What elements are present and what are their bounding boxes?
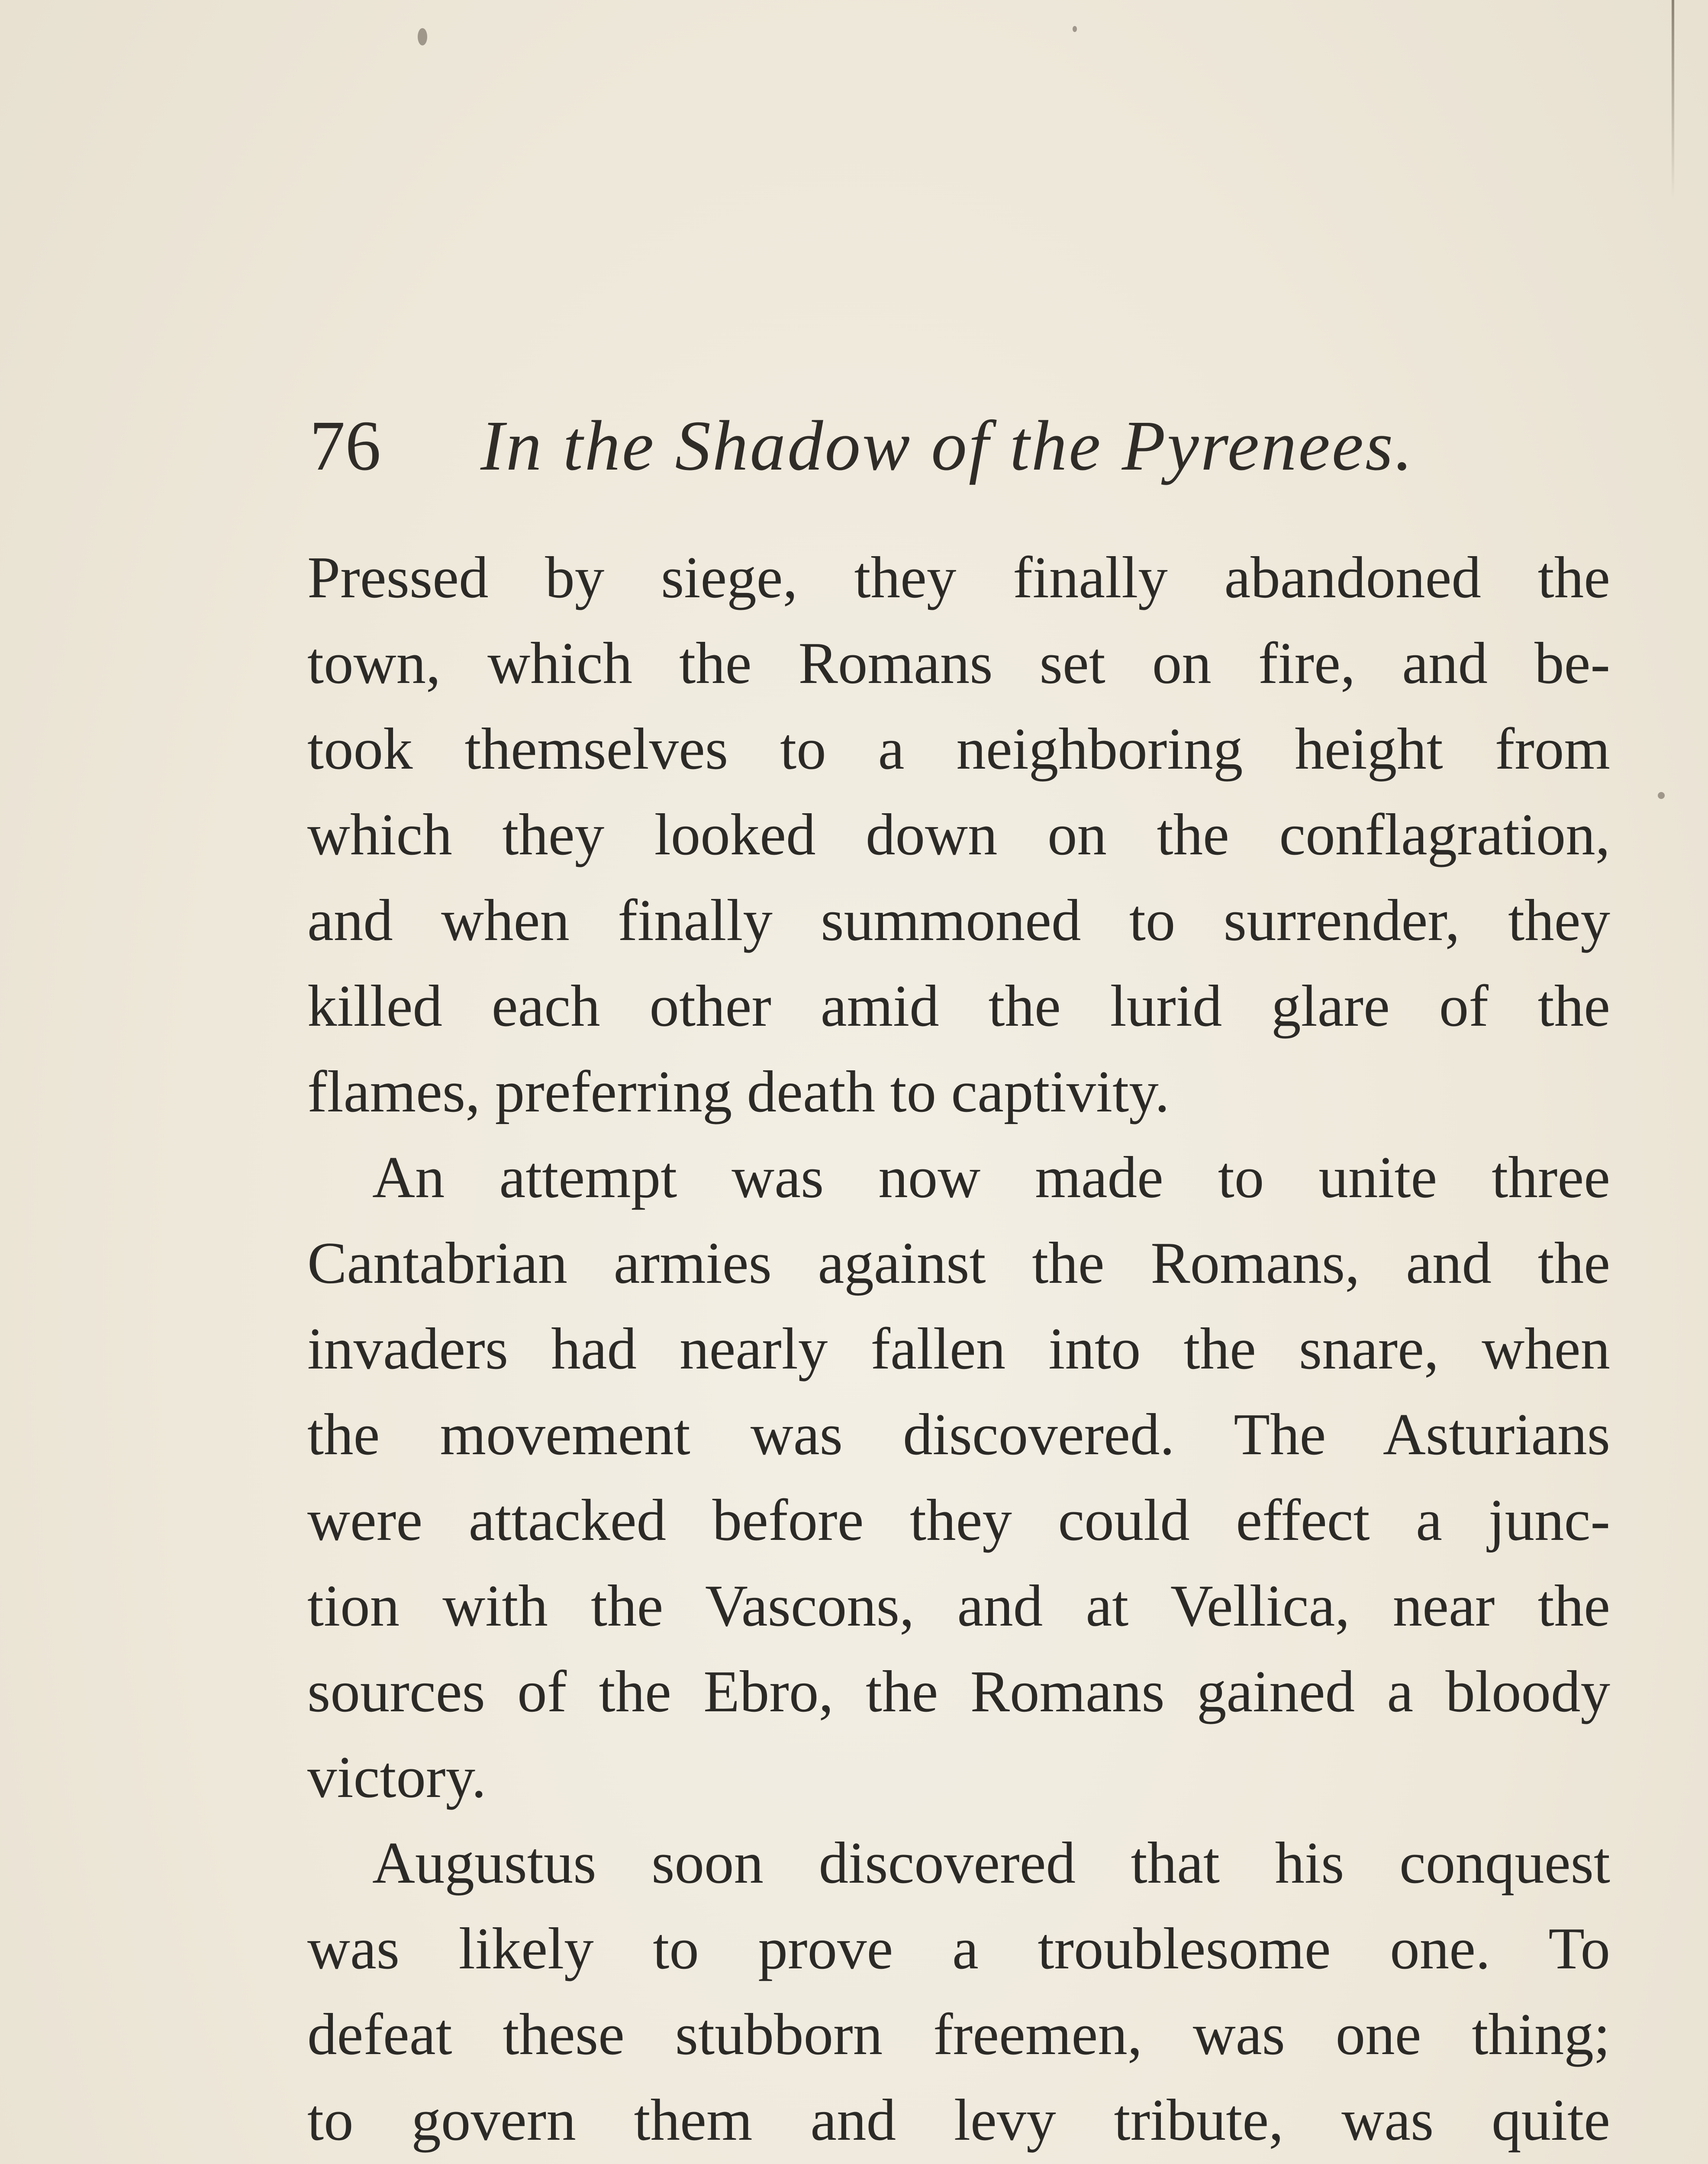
paper-speck	[1658, 792, 1665, 799]
text-line: Cantabrian armies against the Romans, and the	[307, 1230, 1610, 1296]
text-line: took themselves to a neighboring height from	[307, 716, 1610, 782]
text-line: were attacked before they could effect a junc-	[307, 1487, 1610, 1553]
text-line: which they looked down on the conflagration,	[307, 802, 1610, 867]
running-title: In the Shadow of the Pyrenees.	[480, 406, 1415, 485]
text-line: to govern them and levy tribute, was quite	[307, 2087, 1610, 2153]
text-line: invaders had nearly fallen into the snare, when	[307, 1316, 1610, 1381]
text-line: was likely to prove a troublesome one. To	[307, 1916, 1610, 1981]
page-edge-shadow	[1672, 0, 1674, 199]
text-line: killed each other amid the lurid glare of the	[307, 973, 1610, 1039]
page-header	[309, 394, 1452, 498]
paragraph	[307, 535, 1610, 1134]
text-line: Augustus soon discovered that his conquest	[372, 1830, 1610, 1896]
text-line: defeat these stubborn freemen, was one thing;	[307, 2001, 1610, 2067]
text-line: and when finally summoned to surrender, they	[307, 887, 1610, 953]
text-line: victory.	[307, 1744, 487, 1810]
text-line: tion with the Vascons, and at Vellica, near the	[307, 1573, 1610, 1639]
paper-speck	[418, 28, 427, 45]
paragraph	[307, 1820, 1610, 2164]
page-number: 76	[309, 406, 381, 485]
text-line: flames, preferring death to captivity.	[307, 1059, 1170, 1124]
text-line: An attempt was now made to unite three	[372, 1144, 1610, 1210]
paper-speck	[1073, 26, 1077, 32]
paragraph	[307, 1134, 1610, 1820]
text-line: Pressed by siege, they finally abandoned the	[307, 544, 1610, 610]
body-text	[307, 535, 1610, 2164]
text-line: town, which the Romans set on fire, and be-	[307, 630, 1610, 696]
text-line: the movement was discovered. The Asturians	[307, 1401, 1610, 1467]
text-line: sources of the Ebro, the Romans gained a bloody	[307, 1658, 1610, 1724]
